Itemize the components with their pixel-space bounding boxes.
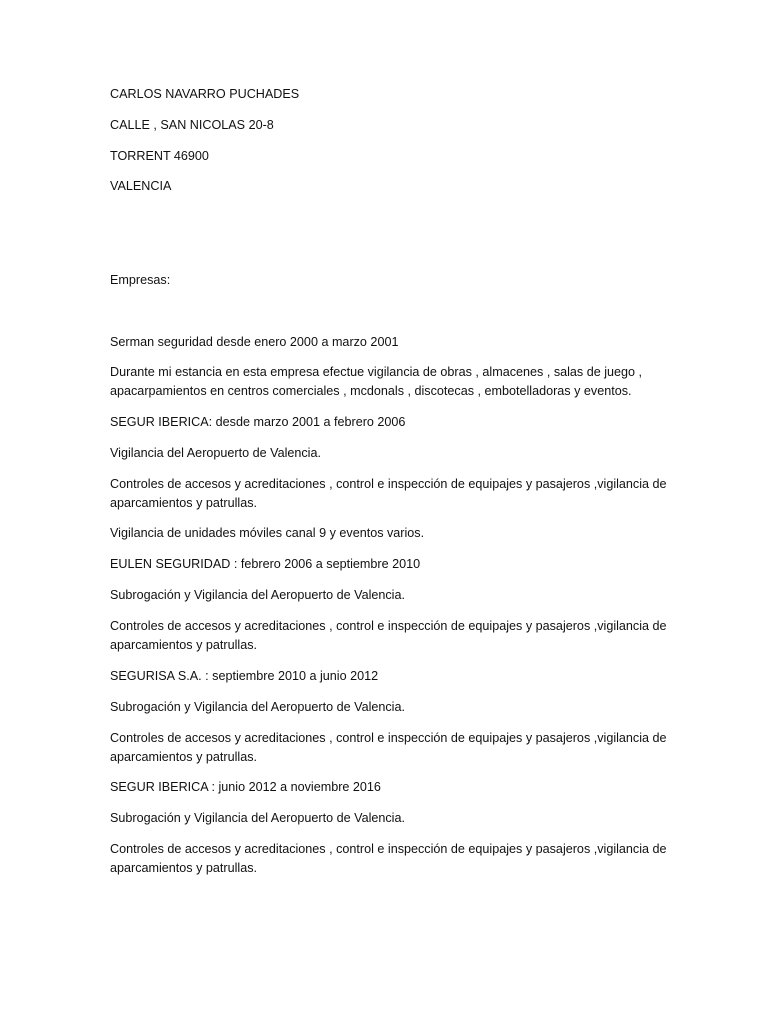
job-entry-description: Vigilancia del Aeropuerto de Valencia. <box>110 446 321 460</box>
job-entry-heading: Serman seguridad desde enero 2000 a marzo 2001 <box>110 335 399 349</box>
job-entry-heading: EULEN SEGURIDAD : febrero 2006 a septiembre 2010 <box>110 557 421 571</box>
job-entry-description: Subrogación y Vigilancia del Aeropuerto de Valencia. <box>110 588 405 602</box>
job-entry-heading: SEGURISA S.A. : septiembre 2010 a junio 2012 <box>110 669 379 683</box>
job-entry-heading: SEGUR IBERICA: desde marzo 2001 a febrero 2006 <box>110 415 406 429</box>
job-entry-description: Subrogación y Vigilancia del Aeropuerto de Valencia. <box>110 700 405 714</box>
job-entry-heading: SEGUR IBERICA : junio 2012 a noviembre 2016 <box>110 780 381 794</box>
job-entry-description: Controles de accesos y acreditaciones , control e inspección de equipajes y pasajeros ,vigilancia de aparcamientos y patrullas. <box>110 477 667 510</box>
address-street: CALLE , SAN NICOLAS 20-8 <box>110 118 274 132</box>
address-city: TORRENT 46900 <box>110 149 209 163</box>
address-province: VALENCIA <box>110 179 172 193</box>
job-entry-description: Vigilancia de unidades móviles canal 9 y eventos varios. <box>110 526 425 540</box>
job-entry-description: Controles de accesos y acreditaciones , control e inspección de equipajes y pasajeros ,vigilancia de aparcamientos y patrullas. <box>110 619 667 652</box>
job-entry-description: Durante mi estancia en esta empresa efectue vigilancia de obras , almacenes , salas de juego , apacarpamientos en centros comerciales , mcdonals , discotecas , embotelladoras y eventos. <box>110 365 643 398</box>
job-entry-description: Controles de accesos y acreditaciones , control e inspección de equipajes y pasajeros ,vigilancia de aparcamientos y patrullas. <box>110 842 667 875</box>
companies-heading: Empresas: <box>110 273 171 287</box>
job-entry-description: Controles de accesos y acreditaciones , control e inspección de equipajes y pasajeros ,vigilancia de aparcamientos y patrullas. <box>110 731 667 764</box>
job-entry-description: Subrogación y Vigilancia del Aeropuerto de Valencia. <box>110 811 405 825</box>
applicant-name: CARLOS NAVARRO PUCHADES <box>110 87 300 101</box>
